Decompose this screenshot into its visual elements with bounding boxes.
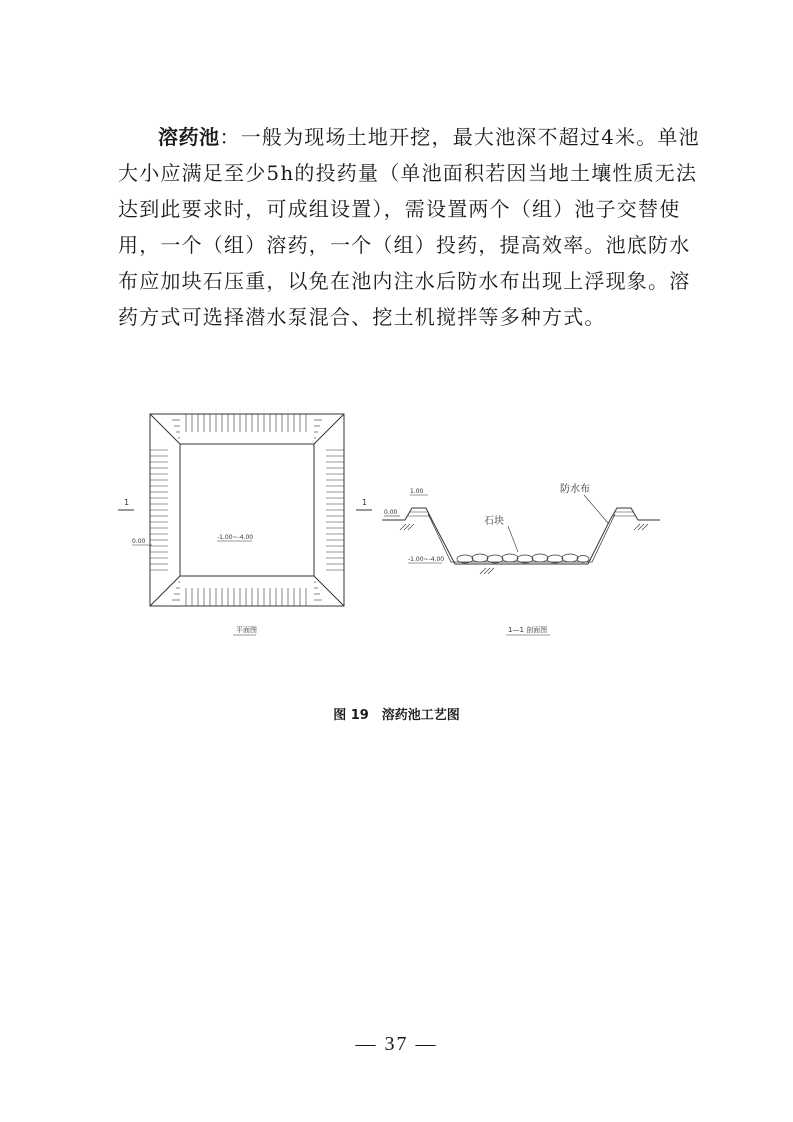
section-bottom-elevation: -1.00~-4.00: [408, 556, 445, 563]
page-number: — 37 —: [355, 1033, 438, 1055]
section-view-label: 1—1 剖面图: [508, 626, 548, 634]
body-paragraph: [118, 119, 700, 335]
plan-view: [150, 414, 344, 606]
plan-section-mark-left-label: 1: [124, 498, 130, 507]
plan-section-mark-right-label: 1: [362, 498, 368, 507]
section-top-elevation: 1.00: [410, 488, 424, 495]
figure-caption: 图 19 溶药池工艺图: [333, 708, 460, 723]
plan-center-elevation: -1.00~-4.00: [217, 534, 254, 541]
term-label: 溶药池: [158, 125, 220, 149]
liner-label: 防水布: [560, 484, 590, 495]
section-ground-elevation: 0.00: [384, 509, 398, 516]
paragraph-text: ：一般为现场土地开挖，最大池深不超过4米。单池大小应满足至少5h的投药量（单池面积若因当地土壤性质无法达到此要求时，可成组设置），需设置两个（组）池子交替使用，一个（组）溶药，一个（组）投药，提高效率。池底防水布应加块石压重，以免在池内注水后防水布出现上浮现象。溶药方式可选择潜水泵混合、挖土机搅拌等多种方式。: [118, 125, 700, 329]
section-view: [382, 508, 660, 574]
plan-edge-elevation: 0.00: [132, 538, 146, 545]
plan-inner-pit: [180, 444, 314, 576]
stone-label: 石块: [484, 516, 504, 527]
section-berm-hatch: [400, 512, 648, 574]
dissolving-pool-figure: [110, 398, 690, 643]
section-liner: [428, 514, 615, 562]
plan-view-label: 平面图: [236, 626, 257, 634]
